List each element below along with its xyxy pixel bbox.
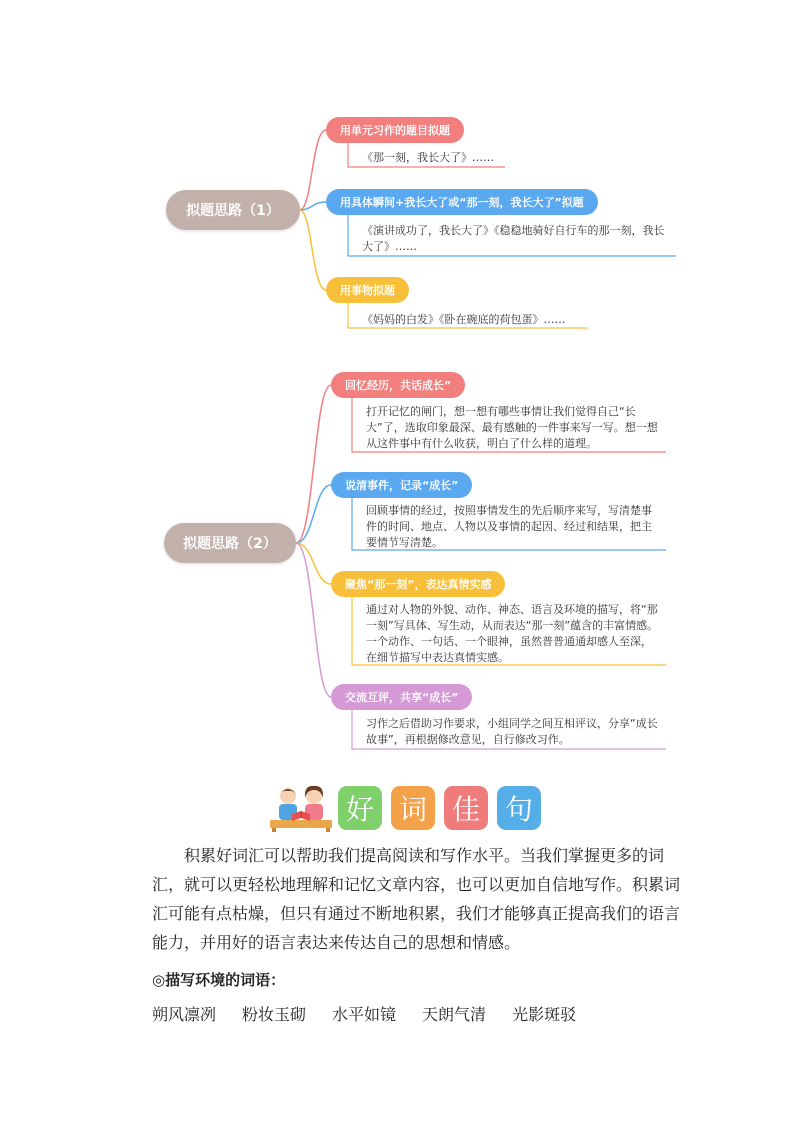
mindmap1-note-2: 《演讲成功了，我长大了》《稳稳地骑好自行车的那一刻，我长大了》…… bbox=[362, 224, 665, 253]
mindmap1-note-1: 《那一刻，我长大了》…… bbox=[362, 151, 494, 164]
mindmap2-note-1: 打开记忆的闸门，想一想有哪些事情让我们觉得自己“长大”了，选取印象最深、最有感触的一件事来写一写。想一想从这件事中有什么收获，明白了什么样的道理。 bbox=[366, 405, 658, 450]
mindmap2-branch-3: 聚焦“那一刻”，表达真情实感 bbox=[331, 571, 505, 597]
connector-1-1 bbox=[300, 130, 326, 210]
mindmap2-branch-1: 回忆经历，共话成长” bbox=[331, 372, 465, 398]
connector-2-1 bbox=[296, 385, 331, 543]
mindmap2-note-4: 习作之后借助习作要求，小组同学之间互相评议，分享“成长故事”，再根据修改意见，自行修改习作。 bbox=[366, 717, 658, 746]
mindmap2-root: 拟题思路（2） bbox=[164, 523, 296, 563]
word-item: 光影斑驳 bbox=[512, 1005, 577, 1024]
tile-ci: 词 bbox=[391, 786, 435, 830]
word-item: 天朗气清 bbox=[422, 1005, 487, 1024]
mindmap2-branch-2: 说清事件，记录“成长” bbox=[331, 472, 472, 498]
mindmap1-branch-3: 用事物拟题 bbox=[326, 277, 409, 303]
tile-hao: 好 bbox=[338, 786, 382, 830]
mindmap2-note-2: 回顾事情的经过，按照事情发生的先后顺序来写，写清楚事件的时间、地点、人物以及事情的起因、经过和结果，把主要情节写清楚。 bbox=[366, 504, 652, 549]
word-item: 水平如镜 bbox=[332, 1005, 397, 1024]
tile-jia: 佳 bbox=[444, 786, 488, 830]
mindmap1-note-3: 《妈妈的白发》《卧在碗底的荷包蛋》…… bbox=[362, 313, 566, 326]
environment-words bbox=[152, 1002, 602, 1025]
mindmap2-branch-4: 交流互评，共享“成长” bbox=[331, 684, 472, 710]
word-item: 朔风凛冽 bbox=[152, 1005, 217, 1024]
environment-words-heading: ◎描写环境的词语： bbox=[152, 971, 286, 989]
connector-2-2 bbox=[296, 485, 331, 543]
mindmap1-branch-1: 用单元习作的题目拟题 bbox=[326, 117, 464, 143]
tile-ju: 句 bbox=[497, 786, 541, 830]
intro-paragraph: 积累好词汇可以帮助我们提高阅读和写作水平。当我们掌握更多的词汇，就可以更轻松地理解和记忆文章内容，也可以更加自信地写作。积累词汇可能有点枯燥，但只有通过不断地积累，我们才能够真正提高我们的语言能力，并用好的语言表达来传达自己的思想和情感。 bbox=[152, 846, 681, 952]
mindmap1-root: 拟题思路（1） bbox=[166, 190, 300, 230]
connector-1-3 bbox=[300, 210, 326, 290]
mindmap2-note-3: 通过对人物的外貌、动作、神态、语言及环境的描写，将“那一刻”写具体、写生动，从而表达“那一刻”蕴含的丰富情感。一个动作、一句话、一个眼神，虽然普普通通却感人至深，在细节描写中表达真情实感。 bbox=[366, 603, 659, 664]
connector-2-4 bbox=[296, 543, 331, 697]
students-reading-icon bbox=[268, 784, 334, 832]
word-item: 粉妆玉砌 bbox=[242, 1005, 307, 1024]
mindmap1-branch-2: 用具体瞬间+我长大了或“那一刻，我长大了”拟题 bbox=[326, 189, 598, 215]
